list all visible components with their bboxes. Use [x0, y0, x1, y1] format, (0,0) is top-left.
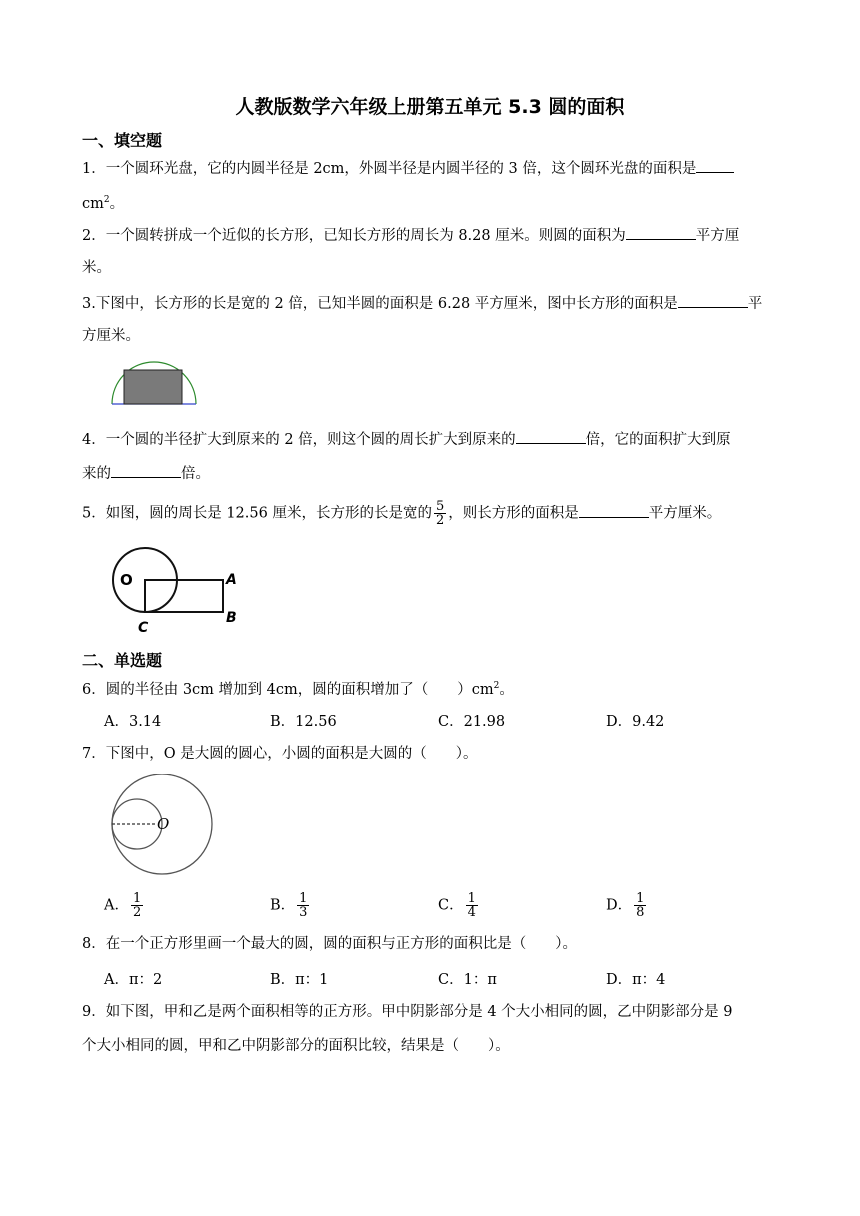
q6-option-d[interactable]: D．9.42 — [606, 714, 665, 730]
option-fraction — [634, 892, 646, 919]
fraction-denominator: 8 — [636, 905, 645, 920]
question-6-line — [82, 676, 782, 700]
question-5-line-1 — [82, 500, 782, 527]
fraction-numerator: 5 — [435, 499, 445, 514]
q8-option-c[interactable]: C．1：π — [438, 972, 497, 988]
question-6-text: 6．圆的半径由 3cm 增加到 4cm，圆的面积增加了（ ）cm — [82, 681, 494, 698]
question-1-line-1 — [82, 157, 782, 179]
option-fraction — [297, 892, 309, 919]
question-2-line-1 — [82, 224, 782, 246]
answer-blank[interactable] — [626, 224, 696, 240]
question-2-text-end: 平方厘 — [695, 228, 740, 244]
fraction-denominator: 2 — [132, 905, 142, 920]
question-5-text-c: 平方厘米。 — [648, 505, 722, 522]
fraction-numerator: 1 — [132, 891, 142, 906]
q6-option-b[interactable]: B．12.56 — [270, 714, 337, 730]
question-1-unit: cm — [82, 195, 104, 212]
question-4-text-2a: 来的 — [82, 466, 111, 482]
answer-blank[interactable] — [696, 157, 734, 173]
answer-blank[interactable] — [516, 428, 586, 444]
q8-option-a[interactable]: A．π：2 — [104, 972, 163, 988]
option-fraction — [466, 892, 478, 919]
question-1-text: 1．一个圆环光盘，它的内圆半径是 2cm，外圆半径是内圆半径的 3 倍，这个圆环光盘的面积是 — [82, 161, 697, 177]
q8-option-d[interactable]: D．π：4 — [606, 972, 666, 988]
circle-rectangle-figure — [108, 540, 268, 640]
fraction-five-halves — [434, 500, 446, 527]
fraction-denominator: 2 — [435, 513, 445, 528]
option-letter: B． — [270, 897, 296, 914]
answer-blank[interactable] — [111, 462, 181, 478]
label-b: B — [226, 610, 237, 626]
question-3-text: 3.下图中，长方形的长是宽的 2 倍，已知半圆的面积是 6.28 平方厘米，图中长方形的面积是 — [82, 296, 678, 312]
section-heading-fill-blank: 一、填空题 — [82, 131, 163, 150]
option-fraction — [131, 892, 143, 919]
q7-option-a[interactable] — [104, 892, 145, 919]
question-4-line-2 — [82, 462, 782, 484]
label-o: O — [157, 815, 170, 833]
question-9-line-2: 个大小相同的圆，甲和乙中阴影部分的面积比较，结果是（ ）。 — [82, 1038, 510, 1054]
section-heading-single-choice: 二、单选题 — [82, 651, 163, 670]
question-3-text-end: 平 — [747, 296, 763, 312]
question-4-text: 4．一个圆的半径扩大到原来的 2 倍，则这个圆的周长扩大到原来的 — [82, 432, 516, 448]
page-title: 人教版数学六年级上册第五单元 5.3 圆的面积 — [235, 96, 625, 118]
option-letter: D． — [606, 897, 633, 914]
question-1-unit-sup: 2 — [103, 195, 110, 205]
question-9-line-1: 9．如下图，甲和乙是两个面积相等的正方形。甲中阴影部分是 4 个大小相同的圆，乙中阴影部分是 9 — [82, 1004, 733, 1020]
question-3-line-2: 方厘米。 — [82, 328, 140, 344]
label-o: O — [120, 571, 133, 589]
question-6-unit-sup: 2 — [493, 681, 500, 691]
fraction-numerator: 1 — [299, 891, 308, 906]
label-a: A — [226, 572, 237, 588]
option-letter: C． — [438, 897, 464, 914]
question-4-text-mid: 倍，它的面积扩大到原 — [585, 432, 731, 448]
q6-option-a[interactable]: A．3.14 — [104, 714, 162, 730]
question-2-line-2: 米。 — [82, 260, 111, 276]
fraction-numerator: 1 — [636, 891, 645, 906]
question-7-line: 7．下图中，O 是大圆的圆心，小圆的面积是大圆的（ ）。 — [82, 746, 478, 762]
q7-option-c[interactable] — [438, 892, 480, 919]
option-letter: A． — [104, 897, 129, 914]
fraction-denominator: 4 — [467, 905, 476, 920]
fraction-denominator: 3 — [299, 905, 308, 920]
question-4-line-1 — [82, 428, 782, 450]
semicircle-rectangle-figure — [108, 358, 200, 408]
question-3-line-1 — [82, 292, 782, 314]
question-1-end: 。 — [109, 195, 125, 212]
inscribed-rectangle — [124, 370, 182, 404]
answer-blank[interactable] — [579, 502, 649, 518]
q7-option-b[interactable] — [270, 892, 311, 919]
q6-option-c[interactable]: C．21.98 — [438, 714, 506, 730]
question-6-end: 。 — [499, 681, 514, 698]
rectangle — [145, 580, 223, 612]
concentric-circles-figure — [100, 774, 225, 878]
question-5-text-a: 5．如图，圆的周长是 12.56 厘米，长方形的长是宽的 — [82, 505, 432, 522]
label-c: C — [138, 620, 149, 636]
fraction-numerator: 1 — [467, 891, 476, 906]
question-4-text-2b: 倍。 — [181, 466, 210, 482]
question-8-line: 8．在一个正方形里画一个最大的圆，圆的面积与正方形的面积比是（ ）。 — [82, 936, 577, 952]
question-1-line-2 — [82, 190, 782, 214]
q7-option-d[interactable] — [606, 892, 648, 919]
question-5-text-b: ，则长方形的面积是 — [448, 505, 579, 522]
answer-blank[interactable] — [678, 292, 748, 308]
question-2-text: 2．一个圆转拼成一个近似的长方形，已知长方形的周长为 8.28 厘米。则圆的面积为 — [82, 228, 626, 244]
q8-option-b[interactable]: B．π：1 — [270, 972, 329, 988]
